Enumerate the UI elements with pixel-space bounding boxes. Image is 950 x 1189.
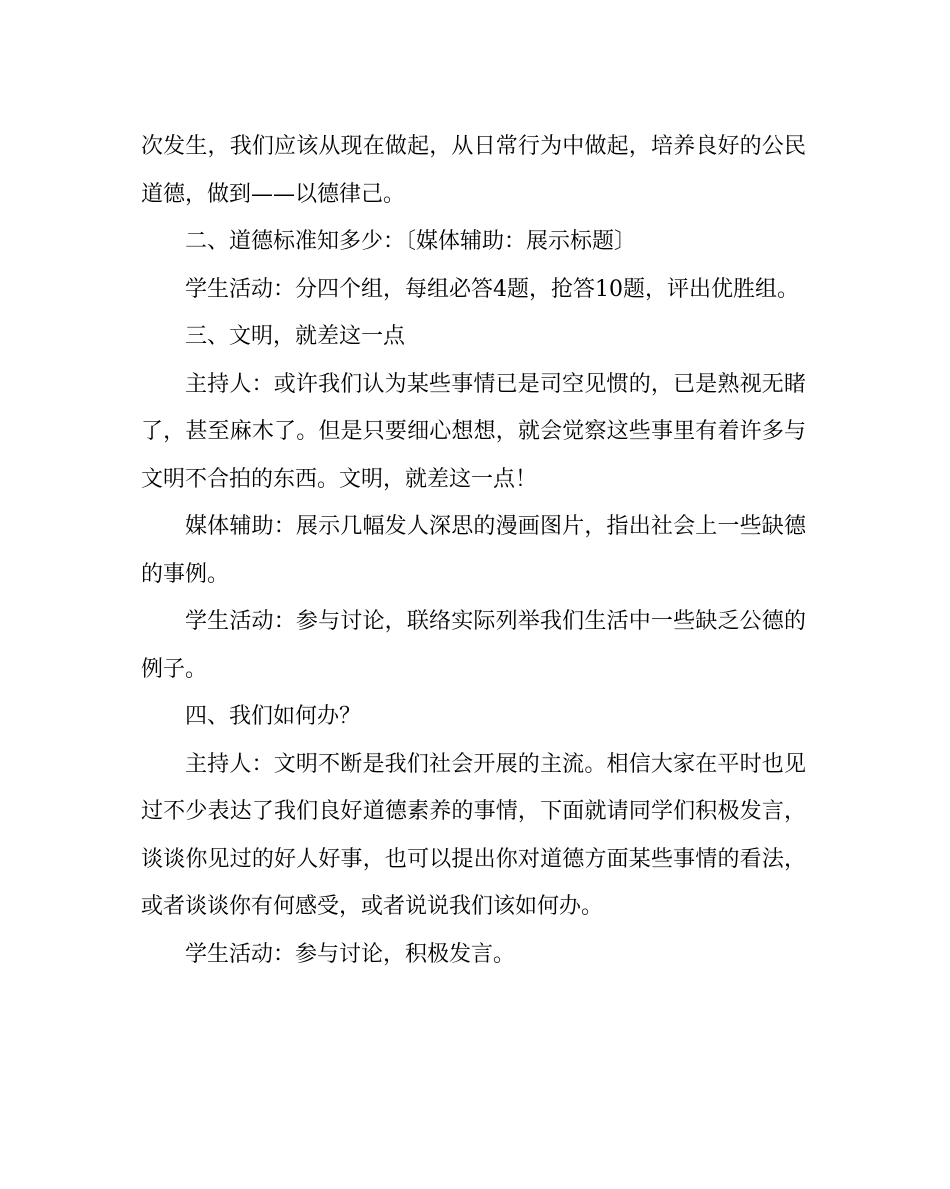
paragraph-student-activity-discussion: 学生活动：参与讨论，联络实际列举我们生活中一些缺乏公德的例子。 [141,609,806,682]
paragraph-continuation: 次发生，我们应该从现在做起，从日常行为中做起，培养良好的公民道德，做到——以德律己。 [141,134,806,207]
paragraph-student-activity-quiz: 学生活动：分四个组，每组必答4题，抢答10题，评出优胜组。 [185,276,799,302]
section-heading-civility: 三、文明，就差这一点 [185,324,406,349]
paragraph-media-comics: 媒体辅助：展示几幅发人深思的漫画图片，指出社会上一些缺德的事例。 [141,514,806,587]
paragraph-student-activity-speak: 学生活动：参与讨论，积极发言。 [185,941,516,967]
paragraph-host-civility: 主持人：或许我们认为某些事情已是司空见惯的，已是熟视无睹了，甚至麻木了。但是只要细心想想，就会觉察这些事里有着许多与文明不合拍的东西。文明，就差这一点！ [141,371,806,492]
paragraph-host-mainstream: 主持人：文明不断是我们社会开展的主流。相信大家在平时也见过不少表达了我们良好道德素养的事情，下面就请同学们积极发言，谈谈你见过的好人好事，也可以提出你对道德方面某些事情的看法，或者谈谈你有何感受，或者说说我们该如何办。 [141,751,806,919]
document-body [141,123,806,978]
section-heading-moral-standards: 二、道德标准知多少：〔媒体辅助：展示标题〕 [185,229,637,254]
section-heading-what-to-do: 四、我们如何办？ [185,704,362,729]
